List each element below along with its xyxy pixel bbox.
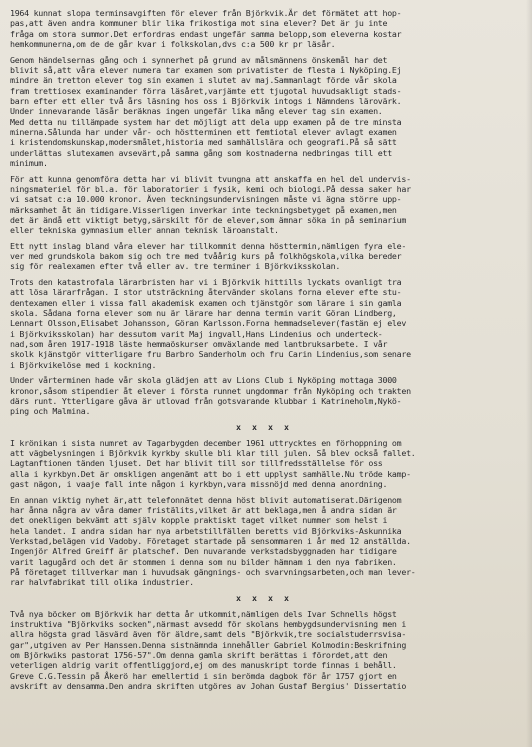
text-line: Trots den katastrofala lärarbristen har vi i Björkvik hittills lyckats ovanligt tra	[10, 277, 402, 287]
text-line: att vägbelysningen i Björkvik kyrkby skulle bli klar till julen. Så blev också fallet.	[10, 448, 416, 459]
text-line: Under vårterminen hade vår skola glädjen att av Lions Club i Nyköping mottaga 3000	[10, 375, 397, 386]
text-line: Ett nytt inslag bland våra elever har tillkommit denna hösttermin,nämligen fyra ele-	[10, 240, 407, 251]
text-line: För att kunna genomföra detta har vi blivit tvungna att anskaffa en hel del undervis-	[10, 173, 411, 184]
text-line: blivit så,att våra elever numera tar examen som privatister de flesta i Nyköping.Ej	[10, 64, 402, 75]
text-line: minerna.Sålunda har under vår- och höstterminen ett femtiotal elever avlagt examen	[10, 126, 397, 137]
text-line: fråga om stora summor.Det erfordras endast ungefär samma belopp,som eleverna kostar	[10, 28, 402, 39]
text-line: Under innevarande läsår beräknas ingen ungefär lika mång elever tag sin examen.	[10, 106, 383, 117]
section-separator: x x x x	[236, 421, 292, 432]
text-line: avskrift av densamma.Den andra skriften utgöres av Johan Gustaf Bergius' Dissertatio	[10, 681, 407, 692]
paragraph	[10, 55, 518, 169]
text-line: Lennart Olsson,Elisabet Johansson, Göran Karlsson.Forna hemmadselever(fastän ej elev	[10, 318, 407, 329]
text-line: Verkstad,belägen vid Vadoby. Företaget startade på sensommaren i år med 12 anställda.	[10, 535, 411, 546]
text-line: 1964 kunnat slopa terminsavgiften för elever från Björkvik.Är det förmätet att hop-	[10, 8, 402, 18]
text-line: I krönikan i sista numret av Tagarbygden december 1961 uttrycktes en förhoppning om	[10, 437, 402, 448]
text-line: Lagtanftionen tänden ljuset. Det har blivit till sor tillfredsställelse för oss	[10, 458, 383, 469]
text-line: ver med grundskola bakom sig och tre med tvåårig kurs på folkhögskola,vilka bereder	[10, 251, 402, 262]
text-line: varit lagugård och det är stommen i denna som nu bilder hämnam i den nya fabriken.	[10, 556, 397, 567]
paragraph	[10, 241, 518, 272]
text-line: Ingenjör Alfred Greiff är platschef. Den nuvarande verkstadsbyggnaden har tidigare	[10, 546, 397, 557]
text-line: skola. Sådana forna elever som nu är lärare har denna termin varit Göran Lindberg,	[10, 308, 397, 319]
text-line: om Björkwiks pastorat 1756-57".Om denna gamla skrift berättas i förordet,att den	[10, 650, 388, 661]
text-line: eller tekniska gymnasium eller annan teknisk läroanstalt.	[10, 225, 279, 236]
text-line: i Björkvikelöse med i kockning.	[10, 359, 157, 370]
paragraph	[10, 438, 518, 490]
text-line: dentexamen eller i vissa fall akademisk examen och tjänstgör som lärare i sin gamla	[10, 297, 402, 308]
text-line: Två nya böcker om Björkvik har detta år utkommit,nämligen dels Ivar Schnells högst	[10, 608, 397, 619]
text-line: veterligen aldrig varit offentliggjord,ej om des manuskript torde finnas i behåll.	[10, 660, 397, 671]
paragraph	[10, 375, 518, 416]
text-line: gar",utgiven av Per Hanssen.Denna sistnämnda innehåller Gabriel Kolmodin:Beskrifning	[10, 639, 407, 650]
paragraph	[10, 174, 518, 236]
text-line: vi satsat c:a 10.000 kronor. Även teckningsundervisningen måste vi ägna större upp-	[10, 194, 402, 205]
text-line: ningsmateriel för bl.a. för laboratorier i fysik, kemi och biologi.På dessa saker har	[10, 183, 411, 194]
text-line: gast nägon, i vaaje fall inte någon i kyrkbyn,vara missnöjd med denna anordning.	[10, 479, 388, 490]
text-line: rar halvfabrikat till olika industrier.	[10, 577, 194, 588]
typewritten-text	[10, 8, 518, 691]
text-line: På företaget tillverkar man i huvudsak gängnings- och svarvningsarbeten,och man lever-	[10, 567, 416, 577]
paragraph	[10, 495, 518, 588]
text-line: i Björkviksskolan) har dessutom varit Maj ingvall,Hans Lindenius och underteck-	[10, 328, 383, 339]
text-line: barn efter ett eller två års läsning hos oss i Björkvik intogs i Nämndens lärovärk.	[10, 95, 402, 106]
text-line: kronor,såsom stipendier åt elever i första runnet ungdommar från Nyköping och trakten	[10, 385, 411, 396]
text-line: mindre än tretton elever tog sin examen i slutet av maj.Sammanlagt förde vår skola	[10, 75, 397, 86]
text-line: hemkommunerna,om de de går kvar i folkskolan,dvs c:a 500 kr pr läsår.	[10, 39, 336, 50]
paragraph	[10, 609, 518, 692]
text-line: nad,som åren 1917-1918 läste hemmaöskurser omväxlande med lantbruksarbete. I vår	[10, 339, 388, 350]
text-line: En annan viktig nyhet är,att telefonnätet denna höst blivit automatiserat.Därigenom	[10, 494, 402, 505]
text-line: instruktiva "Björkviks socken",närmast avsedd för skolans hembygdsundervisning men i	[10, 619, 407, 630]
section-separator: x x x x	[236, 592, 292, 603]
text-line: alla i kyrkbyn.Det är omskligen angenämt att bo i ett upplyst samhälle.Nu tröde kamp-	[10, 468, 411, 479]
text-line: har ånna några av våra damer fristälits,vilket är att beklaga,men å andra sidan är	[10, 504, 397, 515]
paragraph	[10, 8, 518, 49]
text-line: hela landet. I andra sidan har nya arbetstillfällen beretts vid Björkviks-Askunnika	[10, 525, 402, 536]
text-line: därs runt. Ytterligare gåva är utlovad från gotsvarande klubbar i Katrineholm,Nykö-	[10, 395, 402, 406]
text-line: skolk kjänstgör vitterligare fru Barbro Sanderholm och fru Carin Lindenius,som senare	[10, 349, 411, 360]
text-line: i kristendomskunskap,modersmålet,historia med samhällslära och geografi.På så sätt	[10, 137, 397, 148]
text-line: det är ändå ett viktigt betyg,särskilt för de elever,som ämnar söka in på seminarium	[10, 214, 407, 225]
text-line: Med detta nu tillämpade system har det möjligt att dela upp examen på de tre minsta	[10, 116, 402, 127]
text-line: sig för realexamen efter två eller av. tre terminer i Björkviksskolan.	[10, 261, 341, 272]
page-edge-shadow	[526, 0, 532, 747]
paragraph	[10, 277, 518, 370]
text-line: det onekligen bekvämt att själv kopple praktiskt taget vilket nummer som helst i	[10, 515, 388, 526]
text-line: underlättas slutexamen avsevärt,på samma gång som kostnaderna nedbringas till ett	[10, 147, 392, 158]
text-line: Genom händelsernas gång och i synnerhet på grund av målsmännens önskemål har det	[10, 54, 388, 65]
text-line: märksamhet åt än tidigare.Visserligen inverkar inte teckningsbetyget på examen,men	[10, 204, 397, 215]
text-line: fram trettiosex examinander förra läsåret,varjämte ett tjugotal huvudsakligt stads-	[10, 85, 402, 96]
text-line: Greve C.G.Tessin på Åkerö har emellertid i sin berömda dagbok för år 1757 gjort en	[10, 670, 397, 681]
text-line: minimum.	[10, 158, 48, 168]
text-line: pas,att även andra kommuner blir lika frikostiga mot sina elever? Det är ju inte	[10, 18, 388, 29]
text-line: allra högsta grad läsvärd även för äldre,samt dels "Björkvik,tre socialstuderrsvisa-	[10, 629, 407, 640]
text-line: att lösa lärarfrågan. I stor utsträckning återvänder skolans forna elever efte stu-	[10, 287, 402, 298]
text-line: ping och Malmina.	[10, 406, 91, 417]
